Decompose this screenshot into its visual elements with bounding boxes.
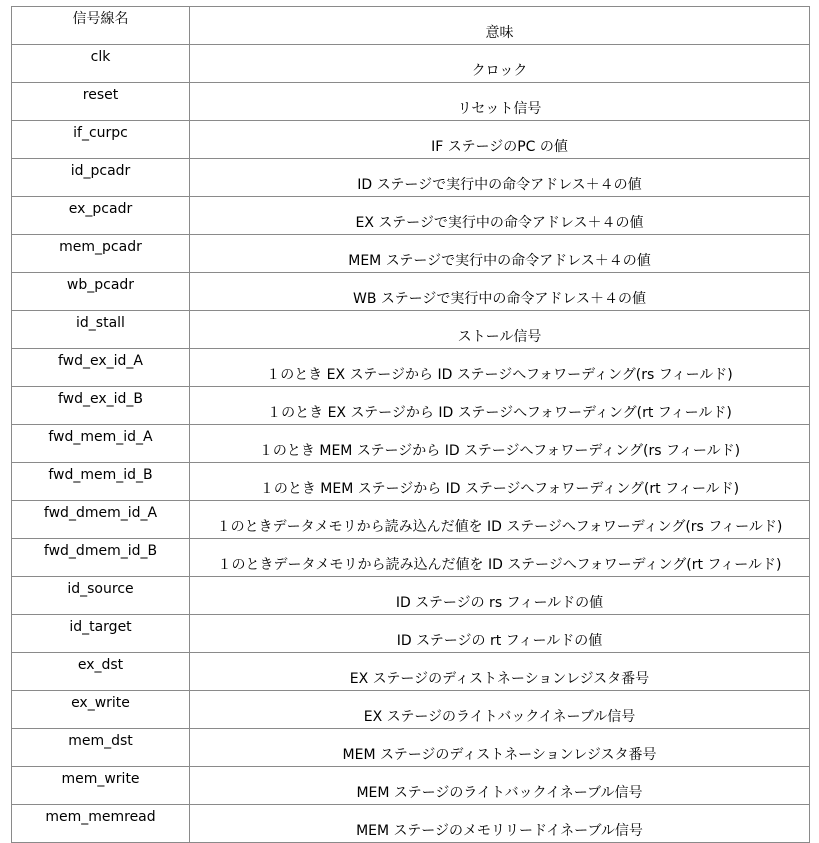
table-row	[12, 615, 810, 653]
meaning-text: １のときデータメモリから読み込んだ値を ID ステージへフォワーディング(rs フィールド)	[216, 519, 783, 535]
meaning-text: ストール信号	[457, 329, 542, 345]
signal-name-cell: id_pcadr	[12, 159, 190, 197]
signal-name-cell: id_stall	[12, 311, 190, 349]
meaning-cell	[190, 387, 810, 425]
meaning-cell	[190, 349, 810, 387]
meaning-text: ID ステージで実行中の命令アドレス＋４の値	[357, 177, 642, 193]
table-row	[12, 197, 810, 235]
meaning-text: EX ステージのライトバックイネーブル信号	[363, 709, 636, 725]
meaning-cell	[190, 615, 810, 653]
meaning-text: １のとき MEM ステージから ID ステージへフォワーディング(rs フィールド)	[258, 443, 741, 459]
signal-name-cell: fwd_mem_id_A	[12, 425, 190, 463]
meaning-cell	[190, 311, 810, 349]
signal-name-cell: wb_pcadr	[12, 273, 190, 311]
meaning-text: １のとき EX ステージから ID ステージへフォワーディング(rt フィールド)	[267, 405, 732, 421]
signal-name-cell: ex_dst	[12, 653, 190, 691]
table-row	[12, 121, 810, 159]
table-row	[12, 577, 810, 615]
meaning-cell	[190, 767, 810, 805]
signal-name-cell: reset	[12, 83, 190, 121]
table-row	[12, 805, 810, 843]
table-row	[12, 501, 810, 539]
meaning-text: IF ステージのPC の値	[431, 139, 568, 155]
table-row	[12, 45, 810, 83]
signal-name-cell: fwd_ex_id_B	[12, 387, 190, 425]
meaning-cell	[190, 729, 810, 767]
meaning-cell	[190, 805, 810, 843]
meaning-cell	[190, 577, 810, 615]
meaning-cell	[190, 45, 810, 83]
signal-name-cell: mem_write	[12, 767, 190, 805]
signal-name-cell: id_source	[12, 577, 190, 615]
table-row	[12, 273, 810, 311]
meaning-cell	[190, 197, 810, 235]
signal-name-cell: mem_memread	[12, 805, 190, 843]
signal-name-cell: if_curpc	[12, 121, 190, 159]
meaning-cell	[190, 121, 810, 159]
meaning-text: リセット信号	[457, 101, 542, 117]
meaning-text: １のときデータメモリから読み込んだ値を ID ステージへフォワーディング(rt フィールド)	[217, 557, 782, 573]
table-row	[12, 83, 810, 121]
table-row	[12, 387, 810, 425]
meaning-text: EX ステージで実行中の命令アドレス＋４の値	[355, 215, 644, 231]
meaning-text: １のとき EX ステージから ID ステージへフォワーディング(rs フィールド)	[266, 367, 733, 383]
signal-name-cell: mem_dst	[12, 729, 190, 767]
meaning-cell	[190, 501, 810, 539]
meaning-text: WB ステージで実行中の命令アドレス＋４の値	[353, 291, 646, 307]
meaning-cell	[190, 83, 810, 121]
signal-name-cell: fwd_dmem_id_B	[12, 539, 190, 577]
table-row	[12, 311, 810, 349]
meaning-text: ID ステージの rt フィールドの値	[396, 633, 603, 649]
meaning-text: EX ステージのディストネーションレジスタ番号	[349, 671, 650, 687]
header-meaning: 意味	[190, 7, 810, 45]
meaning-cell	[190, 425, 810, 463]
meaning-text: ID ステージの rs フィールドの値	[395, 595, 604, 611]
table-header-row	[12, 7, 810, 45]
meaning-text: MEM ステージのメモリリードイネーブル信号	[356, 823, 643, 839]
table-row	[12, 425, 810, 463]
meaning-text: １のとき MEM ステージから ID ステージへフォワーディング(rt フィールド)	[259, 481, 740, 497]
table-row	[12, 463, 810, 501]
signal-name-cell: fwd_mem_id_B	[12, 463, 190, 501]
signal-name-cell: ex_pcadr	[12, 197, 190, 235]
meaning-cell	[190, 235, 810, 273]
signal-table	[11, 6, 810, 843]
meaning-cell	[190, 463, 810, 501]
meaning-text: クロック	[471, 63, 528, 79]
meaning-cell	[190, 691, 810, 729]
table-row	[12, 653, 810, 691]
meaning-text: MEM ステージのディストネーションレジスタ番号	[342, 747, 657, 763]
signal-name-cell: id_target	[12, 615, 190, 653]
signal-name-cell: mem_pcadr	[12, 235, 190, 273]
signal-name-cell: clk	[12, 45, 190, 83]
meaning-cell	[190, 653, 810, 691]
meaning-cell	[190, 273, 810, 311]
table-row	[12, 235, 810, 273]
header-signal-name: 信号線名	[12, 7, 190, 45]
table-row	[12, 539, 810, 577]
signal-name-cell: ex_write	[12, 691, 190, 729]
meaning-cell	[190, 539, 810, 577]
table-row	[12, 729, 810, 767]
table-body	[12, 45, 810, 843]
table-row	[12, 691, 810, 729]
signal-name-cell: fwd_dmem_id_A	[12, 501, 190, 539]
table-row	[12, 767, 810, 805]
table-row	[12, 159, 810, 197]
signal-name-cell: fwd_ex_id_A	[12, 349, 190, 387]
meaning-cell	[190, 159, 810, 197]
meaning-text: MEM ステージで実行中の命令アドレス＋４の値	[348, 253, 651, 269]
table-row	[12, 349, 810, 387]
meaning-text: MEM ステージのライトバックイネーブル信号	[356, 785, 643, 801]
